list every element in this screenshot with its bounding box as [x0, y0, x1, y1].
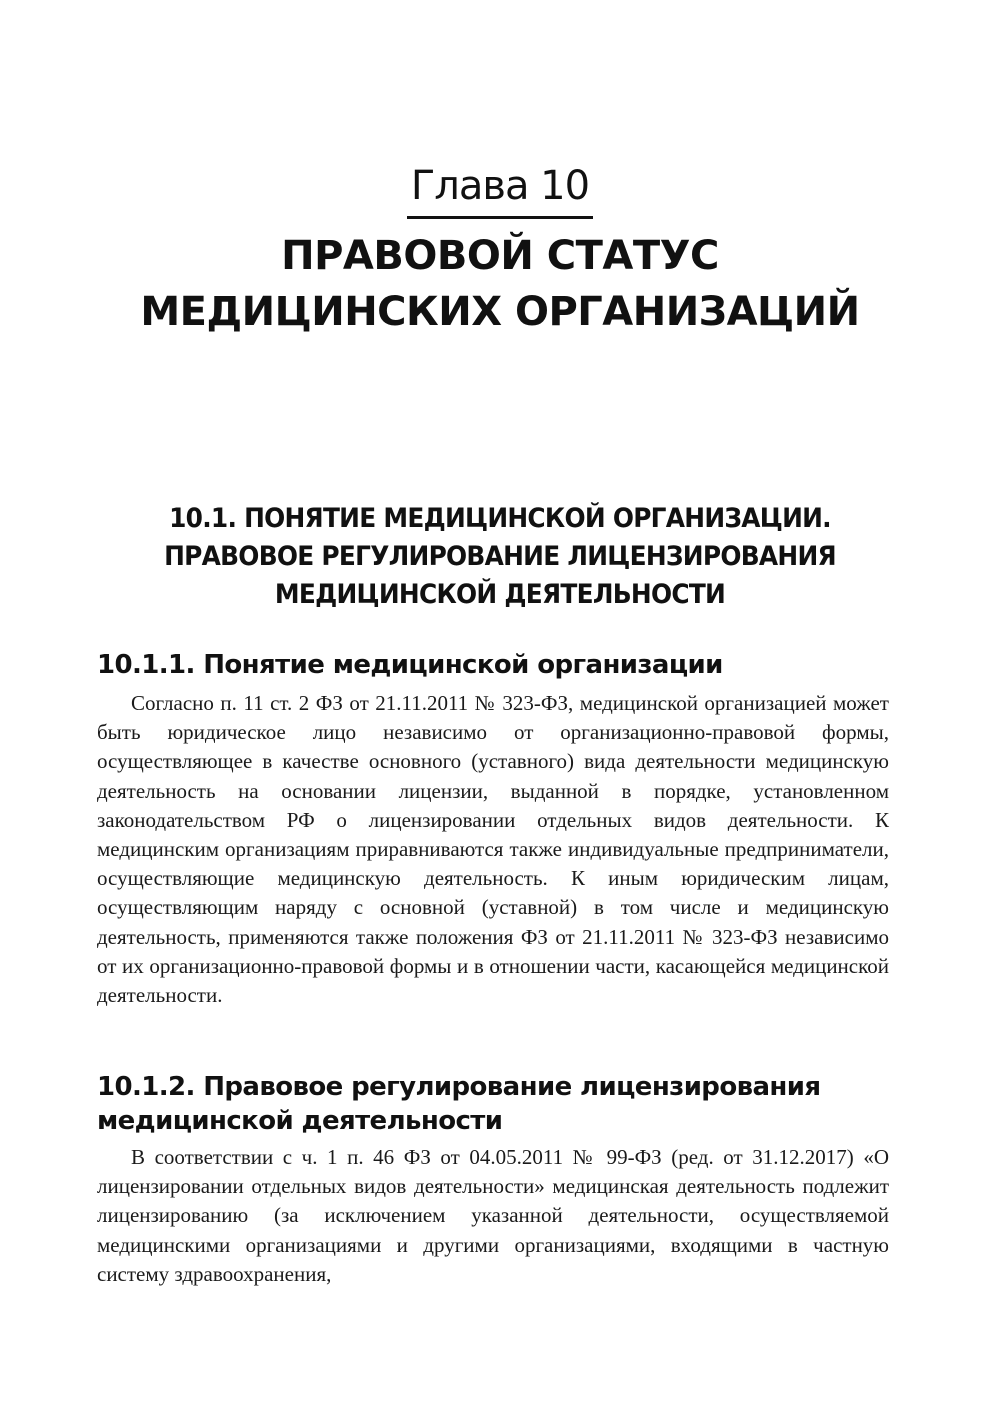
section-title-line: ПРАВОВОЕ РЕГУЛИРОВАНИЕ ЛИЦЕНЗИРОВАНИЯ	[164, 541, 836, 572]
section-title-line: 10.1. ПОНЯТИЕ МЕДИЦИНСКОЙ ОРГАНИЗАЦИИ.	[169, 503, 831, 534]
body-paragraph: Согласно п. 11 ст. 2 ФЗ от 21.11.2011 № 323-ФЗ, медицинской организацией может быть юридическое лицо независимо от организационно-правовой формы, осуществляющее в качестве основного (уставного) вида деятельности медицинскую деятельность на основании лицензии, выданной в порядке, установленном законодательством РФ о лицензировании отдельных видов деятельности. К медицинским организациям приравниваются также индивидуальные предприниматели, осуществляющие медицинскую деятельность. К иным юридическим лицам, осуществляющим наряду с основной (уставной) в том числе и медицинскую деятельность, применяются также положения ФЗ от 21.11.2011 № 323-ФЗ независимо от их организационно-правовой формы и в отношении части, касающейся медицинской деятельности.	[97, 691, 889, 1008]
subsection-title-line: 10.1.1. Понятие медицинской организации	[97, 650, 723, 680]
subsection-title	[97, 1070, 907, 1138]
section-title	[40, 500, 960, 614]
subsection-title-line: 10.1.2. Правовое регулирование лицензирования	[97, 1072, 821, 1102]
chapter-title-line: ПРАВОВОЙ СТАТУС	[281, 233, 719, 279]
chapter-label	[0, 162, 1000, 219]
body-paragraph: В соответствии с ч. 1 п. 46 ФЗ от 04.05.2011 № 99-ФЗ (ред. от 31.12.2017) «О лицензировании отдельных видов деятельности» медицинская деятельность подлежит лицензированию (за исключением указанной деятельности, осуществляемой медицинскими организациями и другими организациями, входящими в частную систему здравоохранения,	[97, 1145, 889, 1286]
section-title-line: МЕДИЦИНСКОЙ ДЕЯТЕЛЬНОСТИ	[274, 579, 726, 610]
chapter-title-line: МЕДИЦИНСКИХ ОРГАНИЗАЦИЙ	[140, 289, 860, 335]
chapter-title	[0, 228, 1000, 340]
chapter-label-text: Глава 10	[407, 162, 593, 219]
subsection-title	[97, 648, 907, 682]
subsection-title-line: медицинской деятельности	[97, 1106, 503, 1136]
